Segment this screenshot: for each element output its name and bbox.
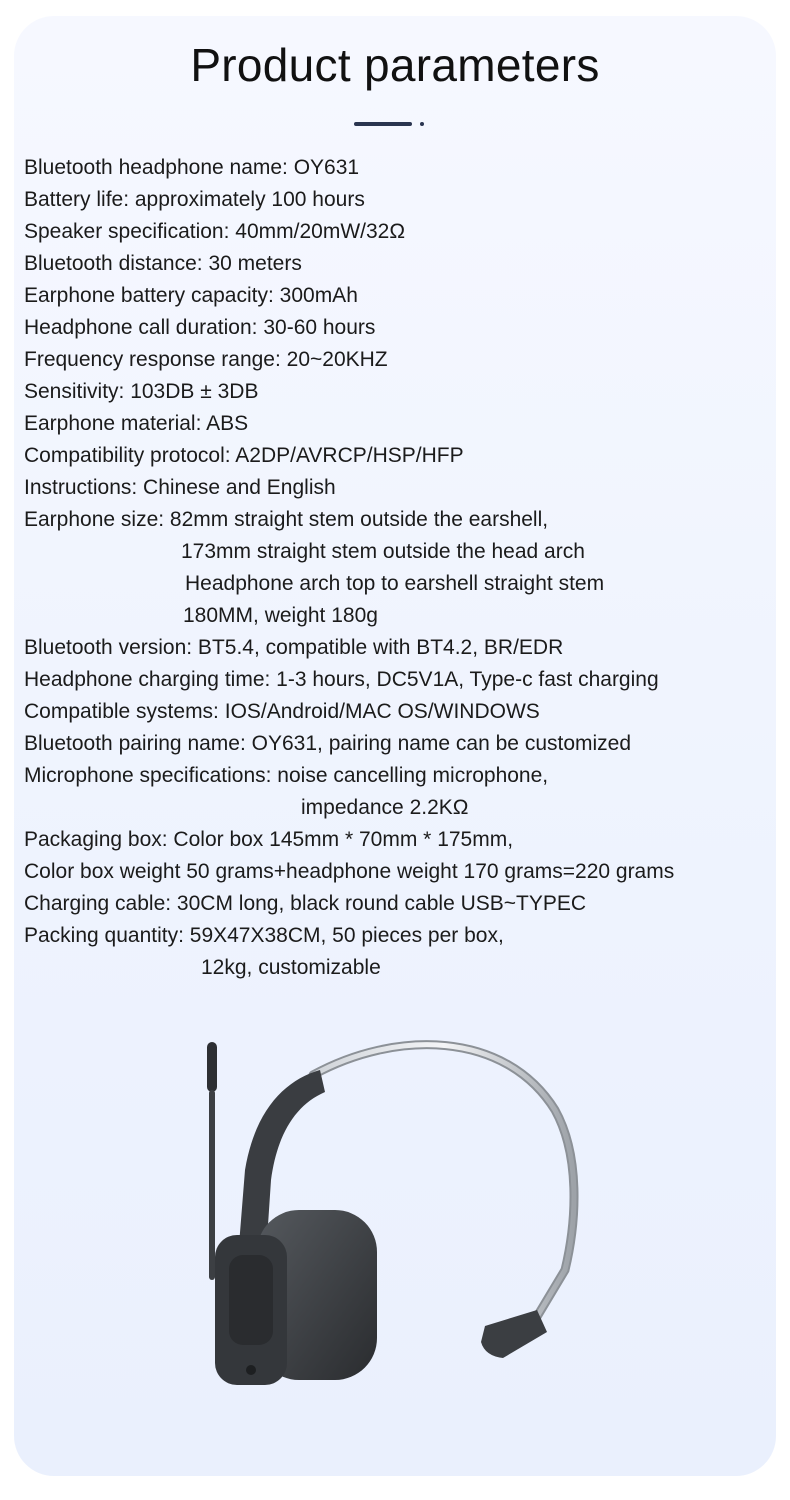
spec-line: Headphone call duration: 30-60 hours	[24, 316, 376, 339]
spec-line: Instructions: Chinese and English	[24, 476, 336, 499]
title-divider	[354, 122, 412, 126]
spec-line: Battery life: approximately 100 hours	[24, 188, 365, 211]
spec-line: Compatible systems: IOS/Android/MAC OS/WINDOWS	[24, 700, 540, 723]
spec-line-continued: 173mm straight stem outside the head arch	[181, 540, 585, 563]
spec-line: Earphone material: ABS	[24, 412, 249, 435]
spec-line: Speaker specification: 40mm/20mW/32Ω	[24, 220, 406, 243]
spec-line: Microphone specifications: noise cancelling microphone,	[24, 764, 549, 787]
spec-line: Bluetooth distance: 30 meters	[24, 252, 302, 275]
spec-line: Bluetooth headphone name: OY631	[24, 156, 360, 179]
spec-line: Compatibility protocol: A2DP/AVRCP/HSP/HFP	[24, 444, 464, 467]
spec-line: Sensitivity: 103DB ± 3DB	[24, 380, 259, 403]
spec-line: Charging cable: 30CM long, black round cable USB~TYPEC	[24, 892, 587, 915]
spec-line: Bluetooth pairing name: OY631, pairing name can be customized	[24, 732, 632, 755]
spec-line: Headphone charging time: 1-3 hours, DC5V1A, Type-c fast charging	[24, 668, 659, 691]
spec-line: Packaging box: Color box 145mm * 70mm * 175mm,	[24, 828, 514, 851]
spec-line: Bluetooth version: BT5.4, compatible with BT4.2, BR/EDR	[24, 636, 564, 659]
spec-line: Packing quantity: 59X47X38CM, 50 pieces per box,	[24, 924, 504, 947]
spec-line-continued: 180MM, weight 180g	[183, 604, 378, 627]
spec-line-continued: Headphone arch top to earshell straight stem	[185, 572, 605, 595]
spec-line: Frequency response range: 20~20KHZ	[24, 348, 388, 371]
spec-line-continued: 12kg, customizable	[201, 956, 381, 979]
mic-boom-icon	[209, 1090, 215, 1280]
title-divider-dot	[420, 122, 424, 126]
spec-line-continued: impedance 2.2KΩ	[301, 796, 469, 819]
spec-line: Color box weight 50 grams+headphone weight 170 grams=220 grams	[24, 860, 675, 883]
spec-line: Earphone battery capacity: 300mAh	[24, 284, 358, 307]
spec-list	[24, 152, 674, 984]
page-title: Product parameters	[190, 39, 600, 91]
headband-pad-icon	[481, 1310, 547, 1358]
headset-image	[185, 1020, 585, 1400]
spec-line: Earphone size: 82mm straight stem outside the earshell,	[24, 508, 549, 531]
mic-tip-icon	[207, 1042, 217, 1092]
